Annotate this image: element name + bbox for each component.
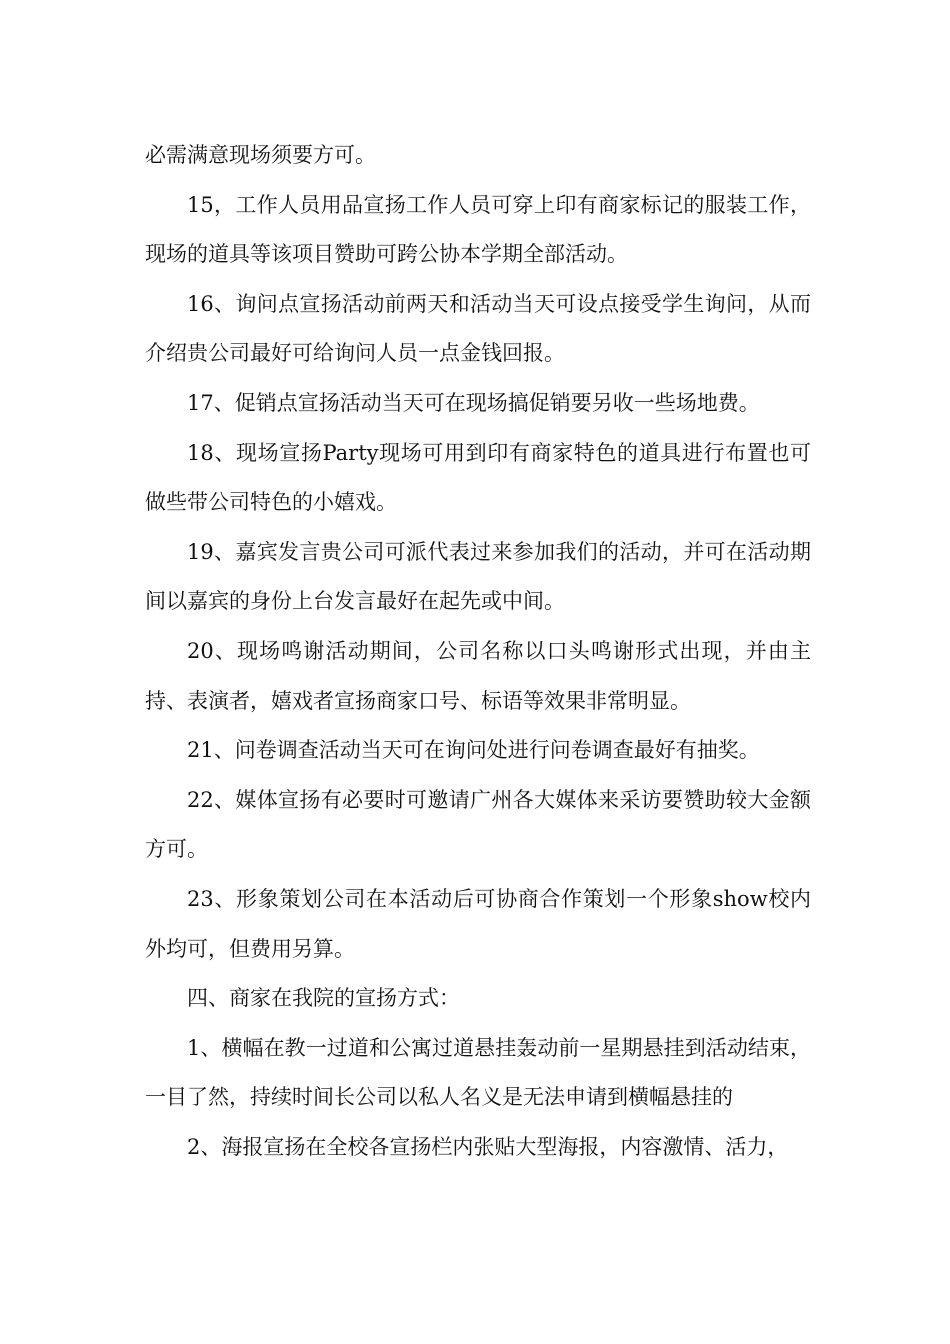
paragraph-item-22: 22、媒体宣扬有必要时可邀请广州各大媒体来采访要赞助较大金额方可。 xyxy=(145,787,811,862)
paragraph-item-20: 20、现场鸣谢活动期间，公司名称以口头鸣谢形式出现，并由主持、表演者，嬉戏者宣扬商家口号、标语等效果非常明显。 xyxy=(145,638,811,713)
paragraph-item-21: 21、问卷调查活动当天可在询问处进行问卷调查最好有抽奖。 xyxy=(187,738,760,763)
paragraph-item-16: 16、询问点宣扬活动前两天和活动当天可设点接受学生询问，从而介绍贵公司最好可给询问人员一点金钱回报。 xyxy=(145,291,811,366)
paragraph-item-17: 17、促销点宣扬活动当天可在现场搞促销要另收一些场地费。 xyxy=(187,390,760,415)
paragraph-promo-2: 2、海报宣扬在全校各宣扬栏内张贴大型海报，内容激情、活力， xyxy=(187,1134,789,1159)
paragraph-item-23: 23、形象策划公司在本活动后可协商合作策划一个形象show校内外均可，但费用另算。 xyxy=(145,886,811,961)
paragraph-item-18: 18、现场宣扬Party现场可用到印有商家特色的道具进行布置也可做些带公司特色的小嬉戏。 xyxy=(145,440,811,515)
paragraph-item-19: 19、嘉宾发言贵公司可派代表过来参加我们的活动，并可在活动期间以嘉宾的身份上台发言最好在起先或中间。 xyxy=(145,539,811,614)
paragraph-promo-1: 1、横幅在教一过道和公寓过道悬挂轰动前一星期悬挂到活动结束，一目了然，持续时间长公司以私人名义是无法申请到横幅悬挂的 xyxy=(145,1035,811,1110)
section-heading-4: 四、商家在我院的宣扬方式： xyxy=(187,986,460,1011)
document-body xyxy=(145,131,811,1172)
paragraph-continuation: 必需满意现场须要方可。 xyxy=(145,143,376,167)
paragraph-item-15: 15，工作人员用品宣扬工作人员可穿上印有商家标记的服装工作，现场的道具等该项目赞助可跨公协本学期全部活动。 xyxy=(145,192,811,267)
